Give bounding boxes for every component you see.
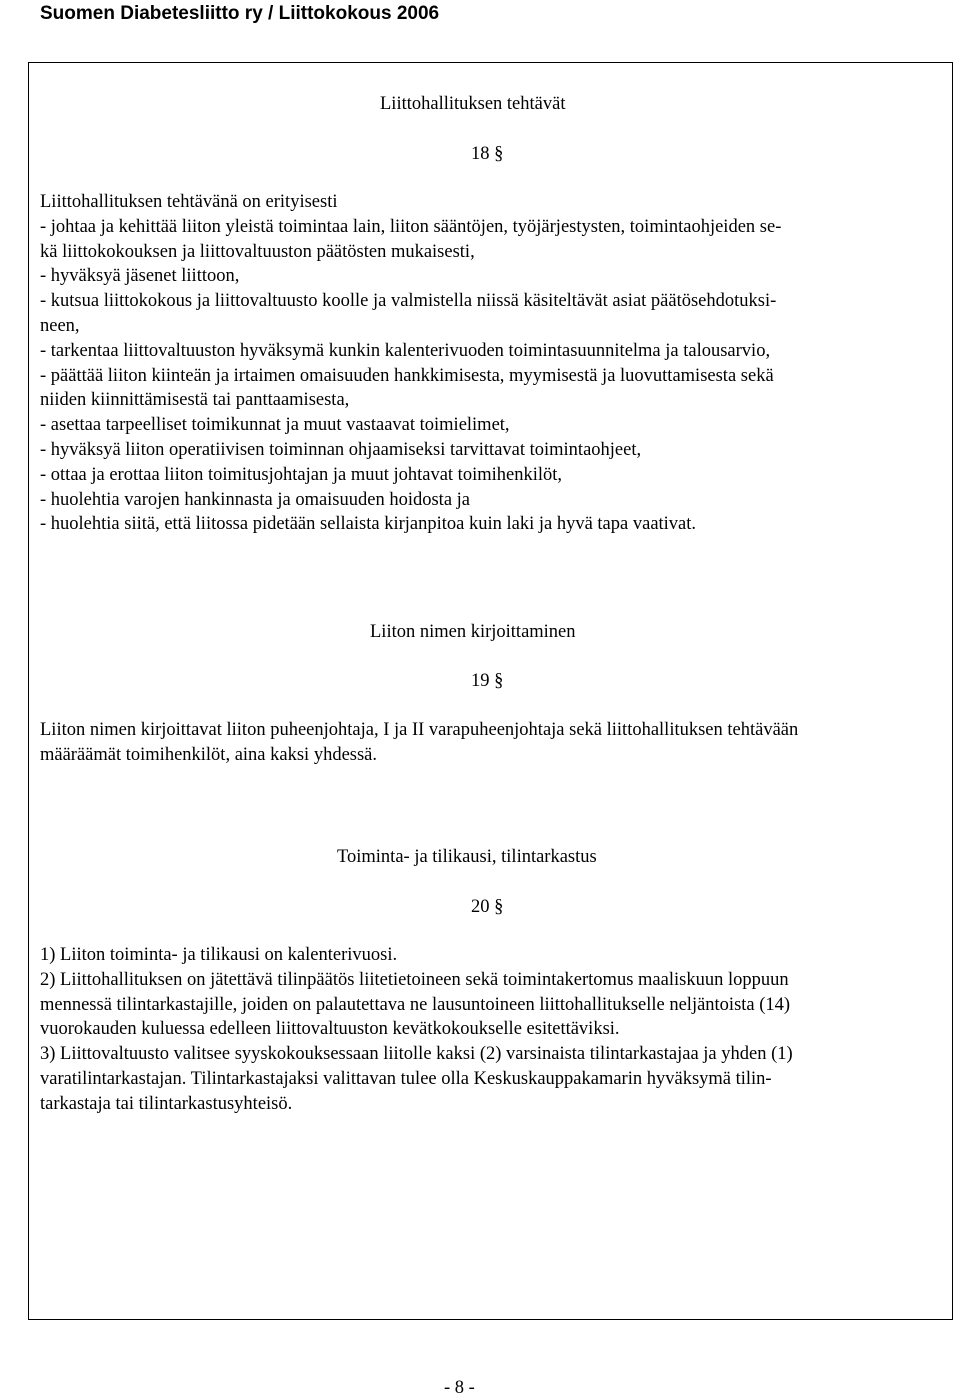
text-line: 1) Liiton toiminta- ja tilikausi on kalenterivuosi.: [40, 945, 398, 965]
section-body-19: [40, 718, 935, 768]
text-line: - asettaa tarpeelliset toimikunnat ja muut vastaavat toimielimet,: [40, 415, 510, 436]
section-title-19: Liiton nimen kirjoittaminen: [370, 622, 576, 642]
text-line: 2) Liittohallituksen on jätettävä tilinpäätös liitetietoineen sekä toimintakertomus maaliskuun loppuun: [40, 969, 789, 990]
section-body-18: [40, 190, 935, 537]
text-line: - ottaa ja erottaa liiton toimitusjohtajan ja muut johtavat toimihenkilöt,: [40, 464, 563, 485]
page-number: - 8 -: [444, 1378, 475, 1398]
text-line: - päättää liiton kiinteän ja irtaimen omaisuuden hankkimisesta, myymisestä ja luovuttamisesta sekä: [40, 365, 774, 386]
text-line: Liittohallituksen tehtävänä on erityisesti: [40, 192, 338, 212]
section-number-19: 19 §: [471, 671, 504, 691]
text-line: Liiton nimen kirjoittavat liiton puheenjohtaja, I ja II varapuheenjohtaja sekä liittohallituksen tehtävään: [40, 720, 799, 740]
text-line: kä liittokokouksen ja liittovaltuuston päätösten mukaisesti,: [40, 241, 475, 262]
text-line: varatilintarkastajan. Tilintarkastajaksi valittavan tulee olla Keskuskauppakamarin hyväksymä tilin-: [40, 1068, 772, 1089]
text-line: - kutsua liittokokous ja liittovaltuusto koolle ja valmistella niissä käsiteltävät asiat päätösehdotuksi-: [40, 291, 777, 312]
text-line: - hyväksyä liiton operatiivisen toiminnan ohjaamiseksi tarvittavat toimintaohjeet,: [40, 439, 642, 460]
section-number-20: 20 §: [471, 897, 504, 917]
text-line: - huolehtia varojen hankinnasta ja omaisuuden hoidosta ja: [40, 489, 471, 510]
text-line: niiden kiinnittämisestä tai panttaamisesta,: [40, 390, 350, 411]
text-line: mennessä tilintarkastajille, joiden on palautettava ne lausuntoineen liittohallitukselle neljäntoista (14): [40, 994, 791, 1015]
text-line: - huolehtia siitä, että liitossa pidetään sellaista kirjanpitoa kuin laki ja hyvä tapa vaativat.: [40, 514, 697, 535]
section-body-20: [40, 943, 935, 1117]
section-title-18: Liittohallituksen tehtävät: [380, 94, 566, 114]
section-number-18: 18 §: [471, 144, 504, 164]
text-line: - johtaa ja kehittää liiton yleistä toimintaa lain, liiton sääntöjen, työjärjestysten, toimintaohjeiden se-: [40, 216, 782, 237]
text-line: määräämät toimihenkilöt, aina kaksi yhdessä.: [40, 744, 378, 765]
text-line: vuorokauden kuluessa edelleen liittovaltuuston kevätkokoukselle esitettäviksi.: [40, 1019, 620, 1040]
text-line: - tarkentaa liittovaltuuston hyväksymä kunkin kalenterivuoden toimintasuunnitelma ja talousarvio,: [40, 340, 771, 361]
text-line: neen,: [40, 315, 80, 336]
section-title-20: Toiminta- ja tilikausi, tilintarkastus: [337, 847, 597, 867]
text-line: 3) Liittovaltuusto valitsee syyskokouksessaan liitolle kaksi (2) varsinaista tilintarkastajaa ja yhden (1): [40, 1044, 793, 1065]
text-line: tarkastaja tai tilintarkastusyhteisö.: [40, 1093, 293, 1114]
text-line: - hyväksyä jäsenet liittoon,: [40, 266, 240, 287]
document-header-title: Suomen Diabetesliitto ry / Liittokokous 2006: [40, 3, 440, 24]
